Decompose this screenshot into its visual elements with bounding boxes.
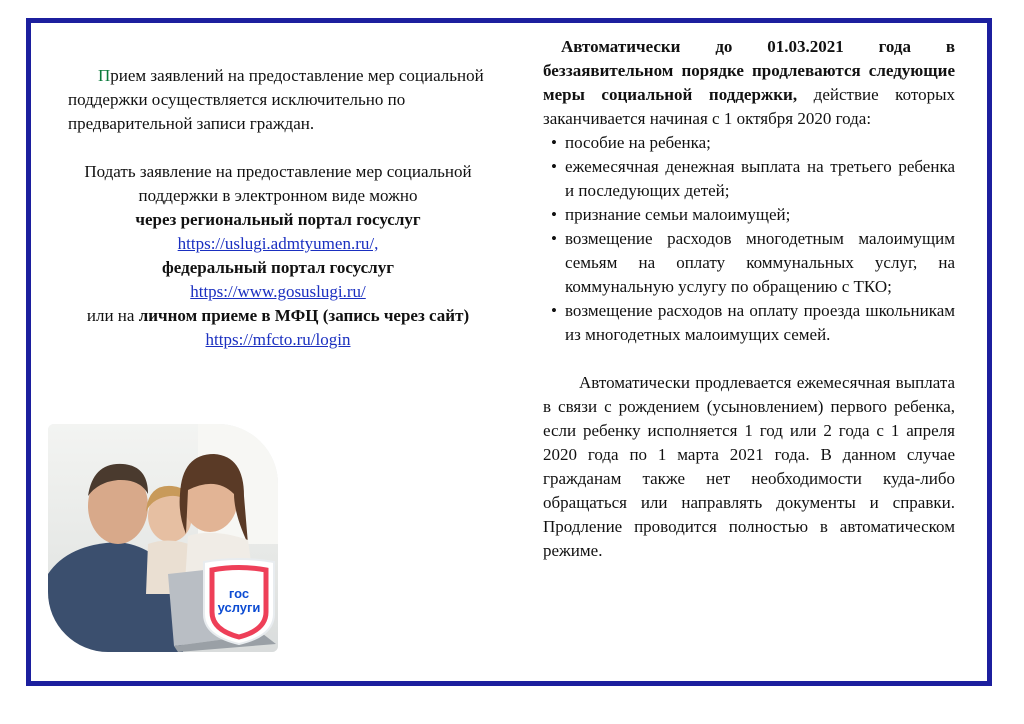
or-text: или на	[86, 306, 135, 325]
list-item: • возмещение расходов многодетным малоимущим семьям на оплату коммунальных услуг, на коммунальную услугу по обращению с ТКО;	[551, 229, 955, 296]
list-item: • пособие на ребенка;	[543, 131, 955, 155]
mfc-link[interactable]: https://mfcto.ru/login	[205, 330, 351, 349]
gosuslugi-logo	[196, 556, 282, 646]
list-item: • признание семьи малоимущей;	[543, 203, 955, 227]
bullet-icon: •	[551, 229, 557, 248]
federal-portal-link[interactable]: https://www.gosuslugi.ru/	[190, 282, 366, 301]
submit-line: Подать заявление на предоставление мер социальной поддержки в электронном виде можно	[84, 162, 472, 205]
federal-portal-label: федеральный портал госуслуг	[162, 258, 394, 277]
lead-rest: действие которых заканчивается начиная с 1 октября 2020 года:	[543, 85, 955, 128]
lead-bold: Автоматически до 01.03.2021 года в беззаявительном порядке продлеваются следующие меры социальной поддержки,	[543, 37, 955, 104]
list-item: • ежемесячная денежная выплата на третьего ребенка и последующих детей;	[551, 157, 955, 200]
list-item: • возмещение расходов на оплату проезда школьникам из многодетных малоимущих семей.	[551, 301, 955, 344]
logo-text-line1: гос	[228, 586, 250, 601]
bullet-icon: •	[551, 301, 557, 320]
intro-text: рием заявлений на предоставление мер социальной поддержки осуществляется исключительно по предварительной записи граждан.	[68, 66, 484, 133]
mfc-label: личном приеме в МФЦ (запись через сайт)	[138, 306, 470, 325]
right-column	[543, 35, 955, 563]
intro-paragraph	[68, 64, 488, 136]
submit-instructions	[68, 160, 488, 352]
intro-first-letter: П	[98, 66, 111, 85]
bullet-icon: •	[551, 133, 557, 152]
auto-extension-paragraph: Автоматически продлевается ежемесячная выплата в связи с рождением (усыновлением) первого ребенка, если ребенку исполняется 1 год или 2 года с 1 апреля 2020 года по 1 марта 2021 года. В данном случае гражданам также нет необходимости куда-либо обращаться или направлять документы и справки. Продление проводится полностью в автоматическом режиме.	[543, 373, 955, 560]
logo-text-line2: услуги	[217, 600, 261, 615]
measures-list	[543, 131, 955, 347]
regional-portal-link[interactable]: https://uslugi.admtyumen.ru/,	[177, 234, 379, 253]
bullet-icon: •	[551, 157, 557, 176]
left-column	[68, 64, 488, 352]
regional-portal-label: через региональный портал госуслуг	[135, 210, 421, 229]
bullet-icon: •	[551, 205, 557, 224]
lead-paragraph	[543, 35, 955, 131]
mfc-line	[68, 304, 488, 352]
